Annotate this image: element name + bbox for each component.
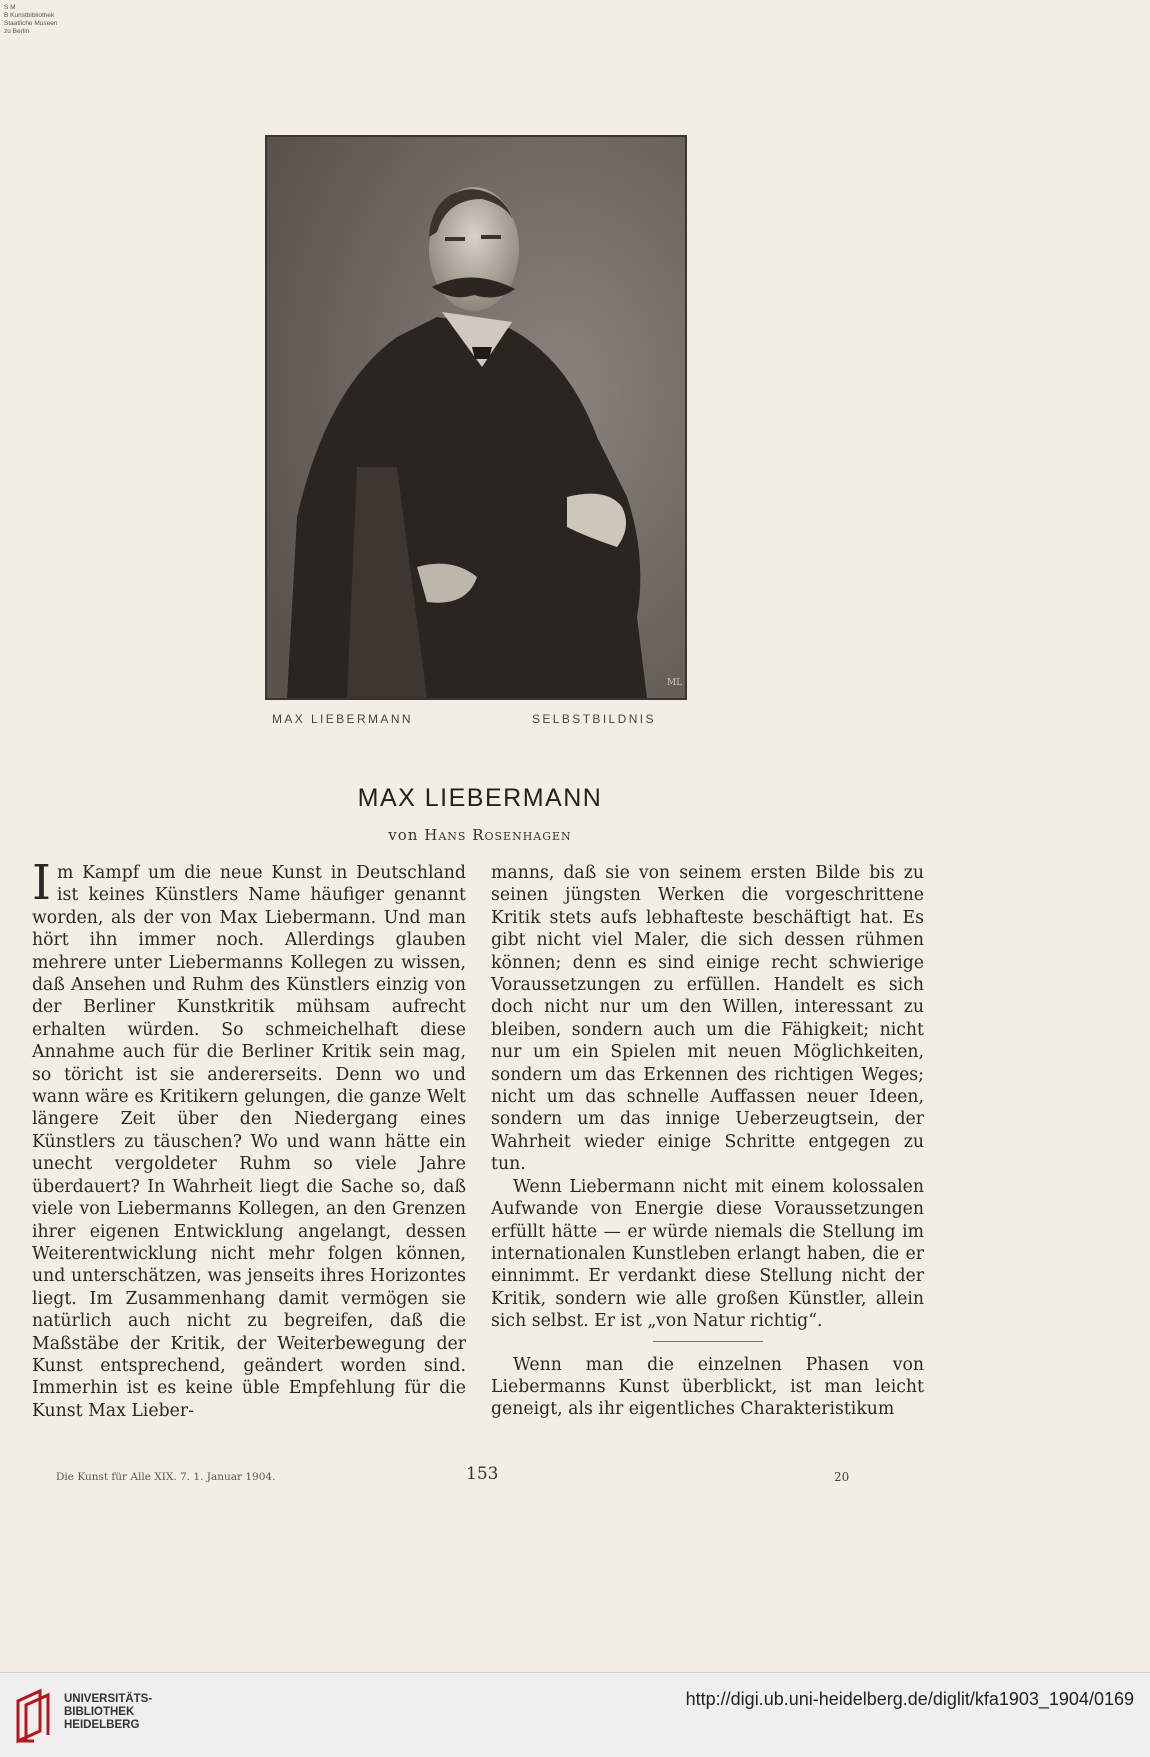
paragraph-text: m Kampf um die neue Kunst in Deutschland ist keines Künstlers Name häufiger genannt worden, als der von Max Liebermann. Und man hört ihn immer noch. Allerdings glauben mehrere unter Liebermanns Kollegen zu wissen, daß Ansehen und Ruhm des Künstlers einzig von der Berliner Kunstkritik mühsam aufrecht erhalten würden. So schmeichelhaft diese Annahme auch für die Berliner Kritik sein mag, so töricht ist sie andererseits. Denn wo und wann wäre es Kritikern gelungen, die ganze Welt längere Zeit über den Niedergang eines Künstlers zu täuschen? Wo und wann hätte ein unecht vergoldeter Ruhm so viele Jahre überdauert? In Wahrheit liegt die Sache so, daß viele von Liebermanns Kollegen, an den Grenzen ihrer eigenen Entwicklung angelangt, dessen Weiterentwicklung nicht mehr folgen können, und unterschätzen, was jenseits ihres Horizontes liegt. Im Zusammenhang damit vermögen sie natürlich auch nicht zu begreifen, daß die Maßstäbe der Kritik, der Weiterbewegung der Kunst entsprechend, geändert worden sind. Immerhin ist es keine üble Empfehlung für die Kunst Max Lieber- xyxy=(32,863,466,1421)
article-title: MAX LIEBERMANN xyxy=(357,784,603,812)
byline xyxy=(0,826,960,844)
text-column-right xyxy=(491,862,924,1421)
journal-footer: Die Kunst für Alle XIX. 7. 1. Januar 1904. xyxy=(56,1471,276,1483)
figure-caption-subject: MAX LIEBERMANN xyxy=(272,712,413,726)
section-divider xyxy=(653,1341,763,1342)
university-library-logo-icon[interactable] xyxy=(14,1687,56,1745)
figure-caption-title: SELBSTBILDNIS xyxy=(532,712,656,726)
paragraph: manns, daß sie von seinem ersten Bilde bis zu seinen jüngsten Werken die vorgeschrittene Kritik stets aufs lebhafteste beschäftigt hat. Es gibt nicht viel Maler, die sich dessen rühmen können; denn es sind einige recht schwierige Voraussetzungen zu erfüllen. Handelt es sich doch nicht nur um den Willen, interessant zu bleiben, sondern auch um die Fähigkeit; nicht nur um ein Spielen mit neuen Möglichkeiten, sondern um das Erkennen des richtigen Weges; nicht um das schnelle Auffassen neuer Ideen, sondern um das innige Ueberzeugtsein, der Wahrheit wieder einige Schritte entgegen zu tun. xyxy=(491,863,924,1175)
svg-text:ML: ML xyxy=(667,678,683,688)
byline-prefix: von xyxy=(388,826,419,844)
stamp-line: Staatliche Museen xyxy=(4,20,58,27)
paragraph: Wenn man die einzelnen Phasen von Liebermanns Kunst überblickt, ist man leicht geneigt, als ihr eigentliches Charakteristikum xyxy=(491,1354,924,1420)
library-name-line: UNIVERSITÄTS- xyxy=(64,1693,153,1705)
text-column-left xyxy=(32,855,466,1422)
stamp-line: B Kunstbibliothek xyxy=(4,12,55,19)
paragraph xyxy=(32,855,466,1422)
page-number: 153 xyxy=(466,1464,499,1484)
library-name-line: HEIDELBERG xyxy=(64,1719,140,1731)
stamp-line: S M xyxy=(4,4,16,11)
portrait-image xyxy=(265,135,687,700)
paragraph: Wenn Liebermann nicht mit einem kolossalen Aufwande von Energie diese Voraussetzungen erfüllt hätte — er würde niemals die Stellung im internationalen Kunstleben erlangt haben, die er einnimmt. Er verdankt diese Stellung nicht der Kritik, sondern wie alle großen Künstler, allein sich selbst. Er ist „von Natur richtig“. xyxy=(491,1176,924,1332)
library-footer-bar xyxy=(0,1672,1150,1757)
library-name xyxy=(64,1693,152,1732)
signature-mark: 20 xyxy=(834,1470,850,1484)
library-name-line: BIBLIOTHEK xyxy=(64,1706,135,1718)
self-portrait-illustration xyxy=(267,137,685,698)
drop-cap: I xyxy=(32,855,51,911)
author-name: Hans Rosenhagen xyxy=(424,826,572,844)
stamp-line: zu Berlin xyxy=(4,28,30,35)
permalink-url[interactable]: http://digi.ub.uni-heidelberg.de/diglit/kfa1903_1904/0169 xyxy=(685,1689,1134,1709)
library-stamp xyxy=(4,4,57,36)
